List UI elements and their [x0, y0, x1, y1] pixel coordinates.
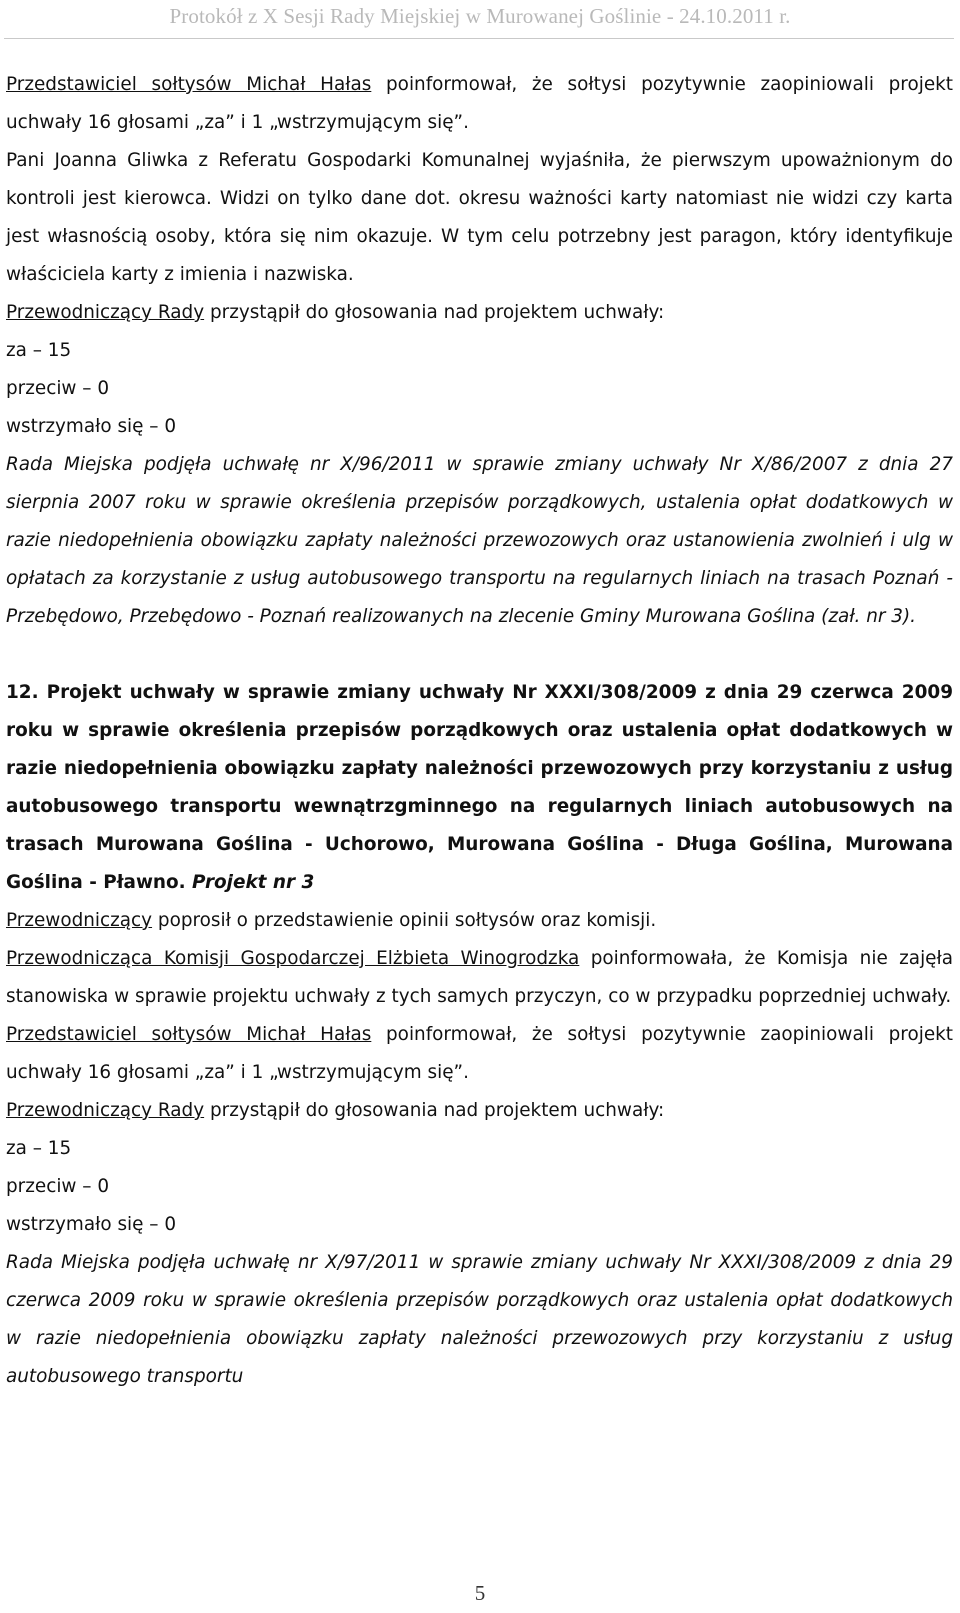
vote-abstain: wstrzymało się – 0 [6, 1214, 177, 1235]
paragraph-vote-announcement [6, 294, 953, 332]
page-header: Protokół z X Sesji Rady Miejskiej w Murowanej Goślinie - 24.10.2011 r. [169, 4, 791, 28]
paragraph-text: przystąpił do głosowania nad projektem uchwały: [204, 302, 665, 323]
speaker-name: Przewodniczący Rady [6, 302, 205, 323]
header-rule [4, 38, 954, 39]
agenda-item-12-heading [6, 674, 953, 902]
paragraph-text: przystąpił do głosowania nad projektem uchwały: [204, 1100, 665, 1121]
paragraph-vote-announcement [6, 1092, 953, 1130]
vote-against: przeciw – 0 [6, 1176, 110, 1197]
resolution-text: Rada Miejska podjęła uchwałę nr X/97/2011 w sprawie zmiany uchwały Nr XXXI/308/2009 z dnia 29 czerwca 2009 roku w sprawie określenia przepisów porządkowych oraz ustalenia opłat dodatkowych w razie niedopełnienia obowiązku zapłaty należności przewozowych przy korzystaniu z usług autobusowego transportu [6, 1252, 953, 1387]
paragraph-gliwka-explanation: Pani Joanna Gliwka z Referatu Gospodarki Komunalnej wyjaśniła, że pierwszym upoważnionym do kontroli jest kierowca. Widzi on tylko dane dot. okresu ważności karty natomiast nie widzi czy karta jest własnością osoby, która się nim okazuje. W tym celu potrzebny jest paragon, który identyfikuje właściciela karty z imienia i nazwiska. [6, 150, 953, 285]
project-number: Projekt nr 3 [185, 872, 315, 893]
section-gap [6, 636, 953, 674]
paragraph-soltys-opinion [6, 66, 953, 142]
resolution-text: Rada Miejska podjęła uchwałę nr X/96/2011 w sprawie zmiany uchwały Nr X/86/2007 z dnia 27 sierpnia 2007 roku w sprawie określenia przepisów porządkowych, ustalenia opłat dodatkowych w razie niedopełnienia obowiązku zapłaty należności przewozowych oraz ustanowienia zwolnień i ulg w opłatach za korzystanie z usług autobusowego transportu na regularnych liniach na trasach Poznań - Przebędowo, Przebędowo - Poznań realizowanych na zlecenie Gminy Murowana Goślina (zał. nr 3). [6, 454, 953, 627]
speaker-name: Przedstawiciel sołtysów Michał Hałas [6, 74, 372, 95]
speaker-name: Przewodniczący Rady [6, 1100, 205, 1121]
paragraph-text: poprosił o przedstawienie opinii sołtysów oraz komisji. [152, 910, 657, 931]
speaker-name: Przewodnicząca Komisji Gospodarczej Elżbieta Winogrodzka [6, 948, 580, 969]
paragraph-chair-request [6, 902, 953, 940]
paragraph-text: poinformował, że sołtysi pozytywnie zaopiniowali projekt uchwały 16 głosami „za” i 1 „wstrzymującym się”. [6, 74, 953, 133]
paragraph-soltys-opinion [6, 1016, 953, 1092]
paragraph-text: poinformował, że sołtysi pozytywnie zaopiniowali projekt uchwały 16 głosami „za” i 1 „wstrzymującym się”. [6, 1024, 953, 1083]
page-number: 5 [474, 1581, 486, 1605]
heading-text: 12. Projekt uchwały w sprawie zmiany uchwały Nr XXXI/308/2009 z dnia 29 czerwca 2009 roku w sprawie określenia przepisów porządkowych oraz ustalenia opłat dodatkowych w razie niedopełnienia obowiązku zapłaty należności przewozowych przy korzystaniu z usług autobusowego transportu wewnątrzgminnego na regularnych liniach autobusowych na trasach Murowana Goślina - Uchorowo, Murowana Goślina - Długa Goślina, Murowana Goślina - Pławno. [6, 682, 953, 893]
speaker-name: Przewodniczący [6, 910, 153, 931]
vote-for: za – 15 [6, 340, 72, 361]
document-body [6, 66, 953, 1396]
vote-for: za – 15 [6, 1138, 72, 1159]
vote-abstain: wstrzymało się – 0 [6, 416, 177, 437]
paragraph-text: poinformowała, że Komisja nie zajęła stanowiska w sprawie projektu uchwały z tych samych przyczyn, co w przypadku poprzedniej uchwały. [6, 948, 953, 1007]
paragraph-commission-opinion [6, 940, 953, 1016]
speaker-name: Przedstawiciel sołtysów Michał Hałas [6, 1024, 372, 1045]
vote-against: przeciw – 0 [6, 378, 110, 399]
